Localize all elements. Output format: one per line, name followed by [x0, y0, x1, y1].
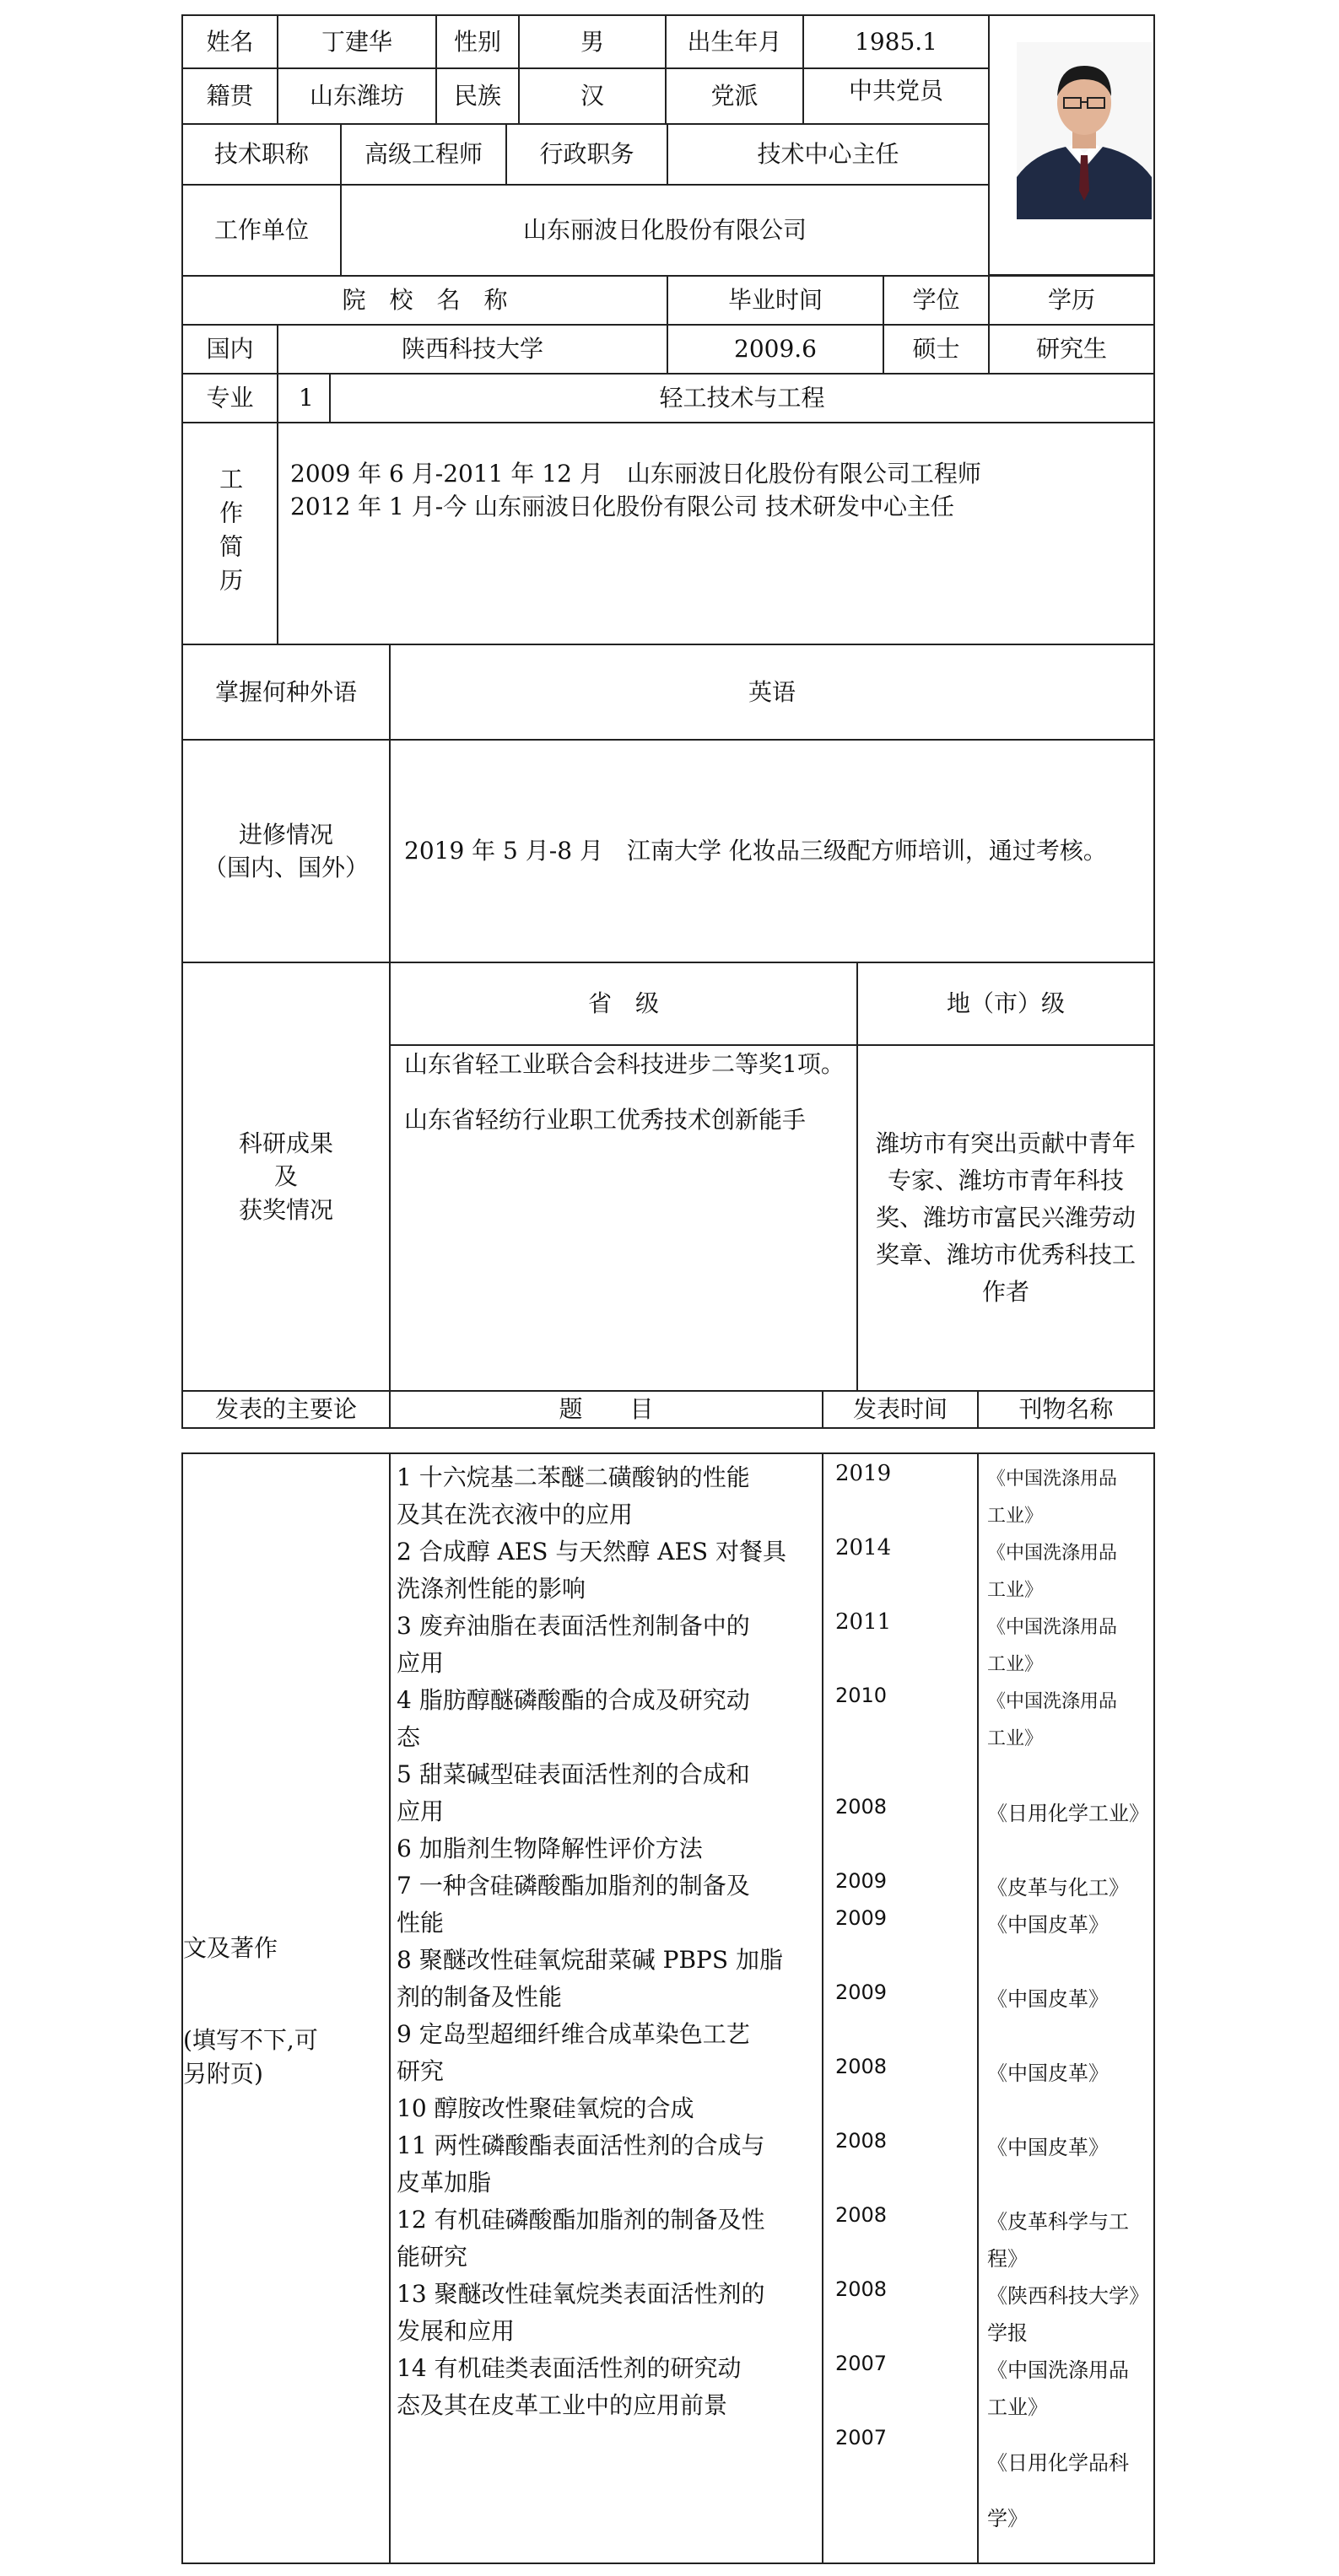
pub-journal-line: 工业》	[987, 1654, 1044, 1675]
title-value	[340, 123, 507, 186]
study-value	[389, 739, 1155, 963]
city-awards	[856, 1044, 1155, 1392]
pub-journal-line: 工业》	[987, 1506, 1044, 1527]
pub-note-line1: (填写不下,可	[183, 2026, 318, 2055]
title-label	[181, 123, 342, 186]
pub-title-line: 应用	[397, 1797, 445, 1825]
major-value-text: 轻工技术与工程	[659, 384, 825, 412]
title-value-text: 高级工程师	[364, 140, 483, 169]
unit-label-text: 工作单位	[213, 216, 309, 245]
name-value	[277, 14, 437, 69]
province-header	[389, 962, 858, 1046]
pub-year: 2011	[835, 1609, 892, 1635]
pub-title-line: 6 加脂剂生物降解性评价方法	[397, 1835, 703, 1862]
native-value-text: 山东潍坊	[309, 82, 404, 110]
study-value-text: 2019 年 5 月-8 月 江南大学 化妆品三级配方师培训，通过考核。	[404, 837, 1107, 865]
pub-journal-line: 工业》	[987, 1728, 1044, 1749]
ethnic-value	[518, 67, 667, 125]
admin-value-text: 技术中心主任	[757, 140, 899, 169]
pub-journal-line: 《日用化学品科	[987, 2451, 1129, 2475]
ethnic-label-text: 民族	[453, 82, 501, 110]
pub-journal-line: 《中国洗涤用品	[987, 2358, 1129, 2382]
grad-value-text: 2009.6	[734, 335, 817, 364]
pub-title-line: 态	[397, 1723, 421, 1751]
pub-journal-line: 学》	[987, 2507, 1028, 2530]
pub-time-header-text: 发表时间	[852, 1395, 948, 1424]
pub-journal-line: 《陕西科技大学》	[987, 2284, 1149, 2308]
pub-title-line: 性能	[397, 1909, 445, 1937]
pub-journal-line: 《中国洗涤用品	[987, 1469, 1118, 1490]
school-header	[181, 275, 668, 326]
school-value-text: 陕西科技大学	[401, 335, 543, 364]
party-value	[802, 67, 990, 125]
province-award-1: 山东省轻工业联合会科技进步二等奖1项。	[404, 1050, 845, 1078]
ethnic-label	[435, 67, 520, 125]
pub-year: 2007	[835, 2352, 888, 2375]
pub-title-line: 洗涤剂性能的影响	[397, 1575, 586, 1603]
major-label	[181, 373, 278, 423]
work-line-1: 2009 年 6 月-2011 年 12 月 山东丽波日化股份有限公司工程师	[290, 460, 981, 488]
edu-header	[988, 275, 1155, 326]
pub-title-line: 剂的制备及性能	[397, 1983, 563, 2011]
title-label-text: 技术职称	[213, 140, 309, 169]
grad-header-text: 毕业时间	[727, 286, 823, 315]
name-label-text: 姓名	[206, 27, 254, 56]
pub-year: 2009	[835, 1981, 888, 2004]
work-history	[277, 422, 1155, 645]
native-value	[277, 67, 437, 125]
study-label	[181, 739, 391, 963]
pub-title-line: 态及其在皮革工业中的应用前景	[397, 2391, 728, 2419]
pub-title-line: 研究	[397, 2057, 445, 2085]
pub-title-header	[389, 1390, 823, 1429]
pub-title-line: 3 废弃油脂在表面活性剂制备中的	[397, 1612, 750, 1640]
pub-time-header	[822, 1390, 979, 1429]
gender-label-text: 性别	[453, 27, 501, 56]
school-header-text: 院 校 名 称	[342, 286, 508, 315]
domestic-label-text: 国内	[206, 335, 254, 364]
pub-journal-line: 工业》	[987, 1580, 1044, 1601]
unit-label	[181, 184, 342, 277]
pub-year: 2007	[835, 2426, 888, 2449]
school-value	[277, 324, 668, 375]
party-label	[665, 67, 804, 125]
city-header	[856, 962, 1155, 1046]
pub-title-line: 4 脂肪醇醚磷酸酯的合成及研究动	[397, 1686, 750, 1714]
pub-journal-header-text: 刊物名称	[1018, 1395, 1114, 1424]
party-value-text: 中共党员	[848, 77, 943, 105]
pub-year: 2009	[835, 1869, 888, 1893]
admin-label	[505, 123, 668, 186]
edu-header-text: 学历	[1047, 286, 1095, 315]
degree-value	[883, 324, 990, 375]
pub-year: 2009	[835, 1906, 888, 1930]
study-label-line2: （国内、国外）	[202, 854, 369, 881]
research-label-line3: 获奖情况	[238, 1195, 333, 1224]
pub-journal-line: 《中国皮革》	[987, 1913, 1109, 1937]
pub-title-header-text: 题 目	[559, 1395, 654, 1424]
pub-label-main	[181, 1390, 391, 1429]
pub-title-line: 7 一种含硅磷酸酯加脂剂的制备及	[397, 1872, 750, 1900]
language-label-text: 掌握何种外语	[214, 677, 357, 706]
pub-journal-line: 《日用化学工业》	[987, 1802, 1149, 1825]
birth-value	[802, 14, 990, 69]
pub-year: 2008	[835, 2203, 888, 2227]
pub-title-line: 皮革加脂	[397, 2169, 492, 2196]
pub-label-cont-text: 文及著作	[183, 1934, 278, 1963]
pub-journal-line: 《中国洗涤用品	[987, 1543, 1118, 1564]
pub-title-line: 12 有机硅磷酸酯加脂剂的制备及性	[397, 2206, 765, 2234]
research-label-line2: 及	[273, 1162, 298, 1191]
pub-year: 2008	[835, 2277, 888, 2301]
pub-journal-line: 《中国洗涤用品	[987, 1617, 1118, 1638]
major-label-text: 专业	[206, 384, 254, 412]
birth-value-text: 1985.1	[855, 27, 937, 56]
work-label-text: 工作简历	[216, 466, 245, 601]
grad-value	[667, 324, 884, 375]
unit-value	[340, 184, 990, 277]
pub-year: 2008	[835, 2055, 888, 2078]
pub-title-line: 2 合成醇 AES 与天然醇 AES 对餐具	[397, 1538, 787, 1566]
pub-title-line: 能研究	[397, 2243, 468, 2271]
pub-note-line2: 另附页)	[183, 2059, 263, 2088]
admin-label-text: 行政职务	[539, 140, 634, 169]
grad-header	[667, 275, 884, 326]
gender-value	[518, 14, 667, 69]
name-value-text: 丁建华	[321, 27, 392, 56]
birth-label-text: 出生年月	[687, 27, 782, 56]
research-label-line1: 科研成果	[238, 1129, 333, 1158]
city-awards-text: 潍坊市有突出贡献中青年专家、潍坊市青年科技奖、潍坊市富民兴潍劳动奖章、潍坊市优秀科技工作者	[875, 1129, 1136, 1306]
pub-title-line: 9 定岛型超细纤维合成革染色工艺	[397, 2020, 750, 2048]
major-number	[277, 373, 331, 423]
degree-header-text: 学位	[912, 286, 960, 315]
pub-journal-line: 工业》	[987, 2395, 1048, 2419]
major-value	[329, 373, 1155, 423]
study-label-line1: 进修情况	[238, 820, 333, 849]
ethnic-value-text: 汉	[580, 82, 604, 110]
pub-label-main-text: 发表的主要论	[214, 1395, 357, 1424]
pub-journal-line: 《中国皮革》	[987, 2136, 1109, 2159]
pub-journal-header	[977, 1390, 1155, 1429]
degree-header	[883, 275, 990, 326]
language-value	[389, 644, 1155, 741]
pub-title-list	[397, 1459, 827, 2424]
work-label	[181, 422, 278, 645]
name-label	[181, 14, 278, 69]
research-label	[181, 962, 391, 1392]
edu-value	[988, 324, 1155, 375]
edu-value-text: 研究生	[1035, 335, 1107, 364]
province-header-text: 省 级	[587, 989, 659, 1018]
pub-title-line: 及其在洗衣液中的应用	[397, 1501, 634, 1528]
pub-journal-line: 《皮革与化工》	[987, 1876, 1129, 1900]
pub-year: 2008	[835, 2129, 888, 2153]
province-awards	[389, 1044, 858, 1392]
pub-title-line: 8 聚醚改性硅氧烷甜菜碱 PBPS 加脂	[397, 1946, 783, 1974]
work-line-2: 2012 年 1 月-今 山东丽波日化股份有限公司 技术研发中心主任	[290, 493, 955, 521]
pub-title-line: 发展和应用	[397, 2317, 516, 2345]
pub-year: 2008	[835, 1795, 888, 1819]
unit-value-text: 山东丽波日化股份有限公司	[522, 216, 807, 245]
birth-label	[665, 14, 804, 69]
pub-journal-line: 《皮革科学与工	[987, 2210, 1129, 2234]
pub-journal-line: 程》	[987, 2247, 1028, 2271]
pub-title-line: 应用	[397, 1649, 445, 1677]
province-award-2: 山东省轻纺行业职工优秀技术创新能手	[404, 1106, 807, 1134]
pub-label-cont	[181, 1452, 391, 2564]
pub-year: 2014	[835, 1535, 892, 1560]
pub-title-line: 10 醇胺改性聚硅氧烷的合成	[397, 2094, 694, 2122]
portrait-photo	[1017, 42, 1152, 219]
city-header-text: 地（市）级	[946, 989, 1065, 1018]
pub-title-line: 1 十六烷基二苯醚二磺酸钠的性能	[397, 1463, 750, 1491]
gender-label	[435, 14, 520, 69]
native-label-text: 籍贯	[206, 82, 254, 110]
admin-value	[667, 123, 990, 186]
native-label	[181, 67, 278, 125]
pub-title-line: 13 聚醚改性硅氧烷类表面活性剂的	[397, 2280, 765, 2308]
domestic-label	[181, 324, 278, 375]
pub-title-line: 14 有机硅类表面活性剂的研究动	[397, 2354, 742, 2382]
pub-year: 2010	[835, 1684, 888, 1707]
party-label-text: 党派	[710, 82, 759, 110]
pub-title-line: 5 甜菜碱型硅表面活性剂的合成和	[397, 1760, 750, 1788]
language-label	[181, 644, 391, 741]
degree-value-text: 硕士	[912, 335, 960, 364]
pub-journal-line: 《中国皮革》	[987, 2061, 1109, 2085]
gender-value-text: 男	[580, 27, 604, 56]
pub-title-line: 11 两性磷酸酯表面活性剂的合成与	[397, 2131, 765, 2159]
pub-year: 2019	[835, 1461, 892, 1486]
major-number-text: 1	[299, 384, 314, 412]
pub-journal-line: 《中国洗涤用品	[987, 1691, 1118, 1712]
language-value-text: 英语	[748, 677, 796, 706]
pub-journal-line: 学报	[987, 2321, 1028, 2345]
pub-journal-line: 《中国皮革》	[987, 1987, 1109, 2011]
